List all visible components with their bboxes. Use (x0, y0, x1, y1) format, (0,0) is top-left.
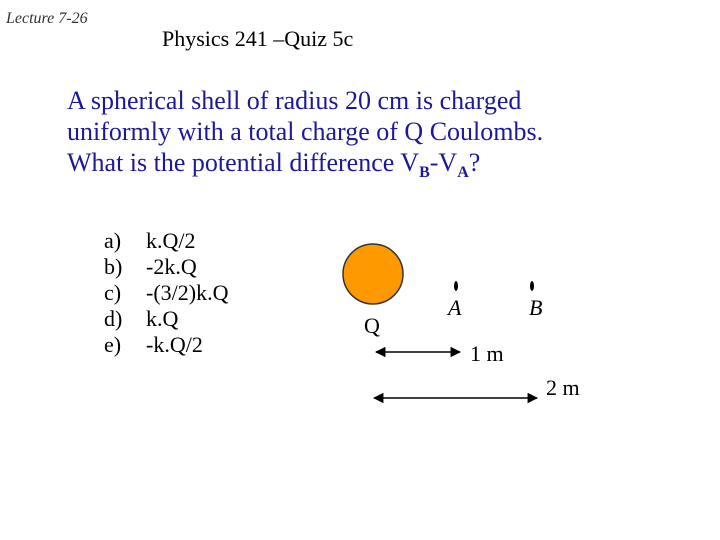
question-line-3 (67, 147, 687, 188)
lecture-label: Lecture 7-26 (6, 10, 88, 27)
option-e (104, 332, 228, 358)
option-a (104, 228, 228, 254)
option-letter: a) (104, 228, 122, 253)
option-b (104, 254, 228, 280)
question-line-3-prefix: What is the potential difference V (67, 148, 420, 177)
option-text: k.Q (146, 306, 179, 331)
option-letter: e) (104, 332, 122, 357)
subscript-a: A (457, 164, 469, 181)
question-line-2: uniformly with a total charge of Q Coulombs. (67, 117, 544, 146)
option-letter: c) (104, 280, 122, 305)
option-text: -2k.Q (146, 254, 197, 279)
answer-options (104, 228, 228, 358)
point-a-dot (454, 281, 458, 291)
option-text: k.Q/2 (146, 228, 196, 253)
question-text (67, 85, 687, 188)
option-c (104, 280, 228, 306)
slide-title: Physics 241 –Quiz 5c (162, 26, 354, 51)
question-dash: -V (429, 148, 458, 177)
distance-2m-label: 2 m (546, 375, 580, 400)
distance-1m-label: 1 m (470, 341, 504, 366)
option-text: -k.Q/2 (146, 332, 203, 357)
charge-label: Q (364, 313, 380, 338)
question-line-1: A spherical shell of radius 20 cm is charged (67, 86, 522, 115)
option-d (104, 306, 228, 332)
point-b-dot (530, 281, 534, 291)
option-text: -(3/2)k.Q (146, 280, 229, 305)
point-b-label: B (529, 295, 543, 320)
subscript-b: B (419, 164, 430, 181)
question-suffix: ? (468, 148, 481, 177)
point-a-label: A (448, 295, 462, 320)
option-letter: b) (104, 254, 123, 279)
option-letter: d) (104, 306, 123, 331)
charged-sphere (343, 244, 403, 304)
